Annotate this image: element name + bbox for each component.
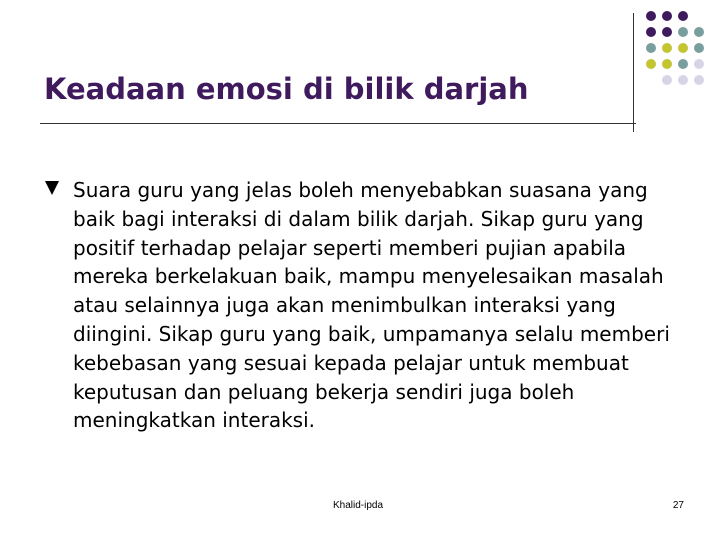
decorative-dot <box>678 75 688 85</box>
title-underline <box>40 123 636 124</box>
decorative-dot <box>662 27 672 37</box>
bullet-text: Suara guru yang jelas boleh menyebabkan suasana yang baik bagi interaksi di dalam bilik darjah. Sikap guru yang positif terhadap pelajar seperti memberi pujian apabila mereka berkelakuan baik, mampu menyelesaikan masalah atau selainnya juga akan menimbulkan interaksi yang diingini. Sikap guru yang baik, umpamanya selalu memberi kebebasan yang sesuai kepada pelajar untuk membuat keputusan dan peluang bekerja sendiri juga boleh meningkatkan interaksi. <box>73 178 670 433</box>
decorative-dot <box>662 11 672 21</box>
decorative-dot <box>662 59 672 69</box>
decorative-dot <box>678 11 688 21</box>
decorative-dot <box>662 43 672 53</box>
slide-title: Keadaan emosi di bilik darjah <box>44 72 529 106</box>
decorative-dot <box>678 59 688 69</box>
decorative-dot <box>678 27 688 37</box>
decorative-dot <box>694 75 704 85</box>
decorative-dot <box>694 27 704 37</box>
decorative-dot <box>678 43 688 53</box>
vertical-divider-line <box>633 13 634 132</box>
footer-page-number: 27 <box>672 500 684 511</box>
decorative-dot <box>646 11 656 21</box>
decorative-dot <box>646 59 656 69</box>
decorative-dot <box>646 27 656 37</box>
bullet-triangle-icon <box>44 180 60 196</box>
decorative-dot <box>646 43 656 53</box>
decorative-dot <box>662 75 672 85</box>
decorative-dot-grid <box>646 11 722 125</box>
decorative-dot <box>694 43 704 53</box>
decorative-dot <box>694 59 704 69</box>
footer-author: Khalid-ipda <box>332 500 384 511</box>
